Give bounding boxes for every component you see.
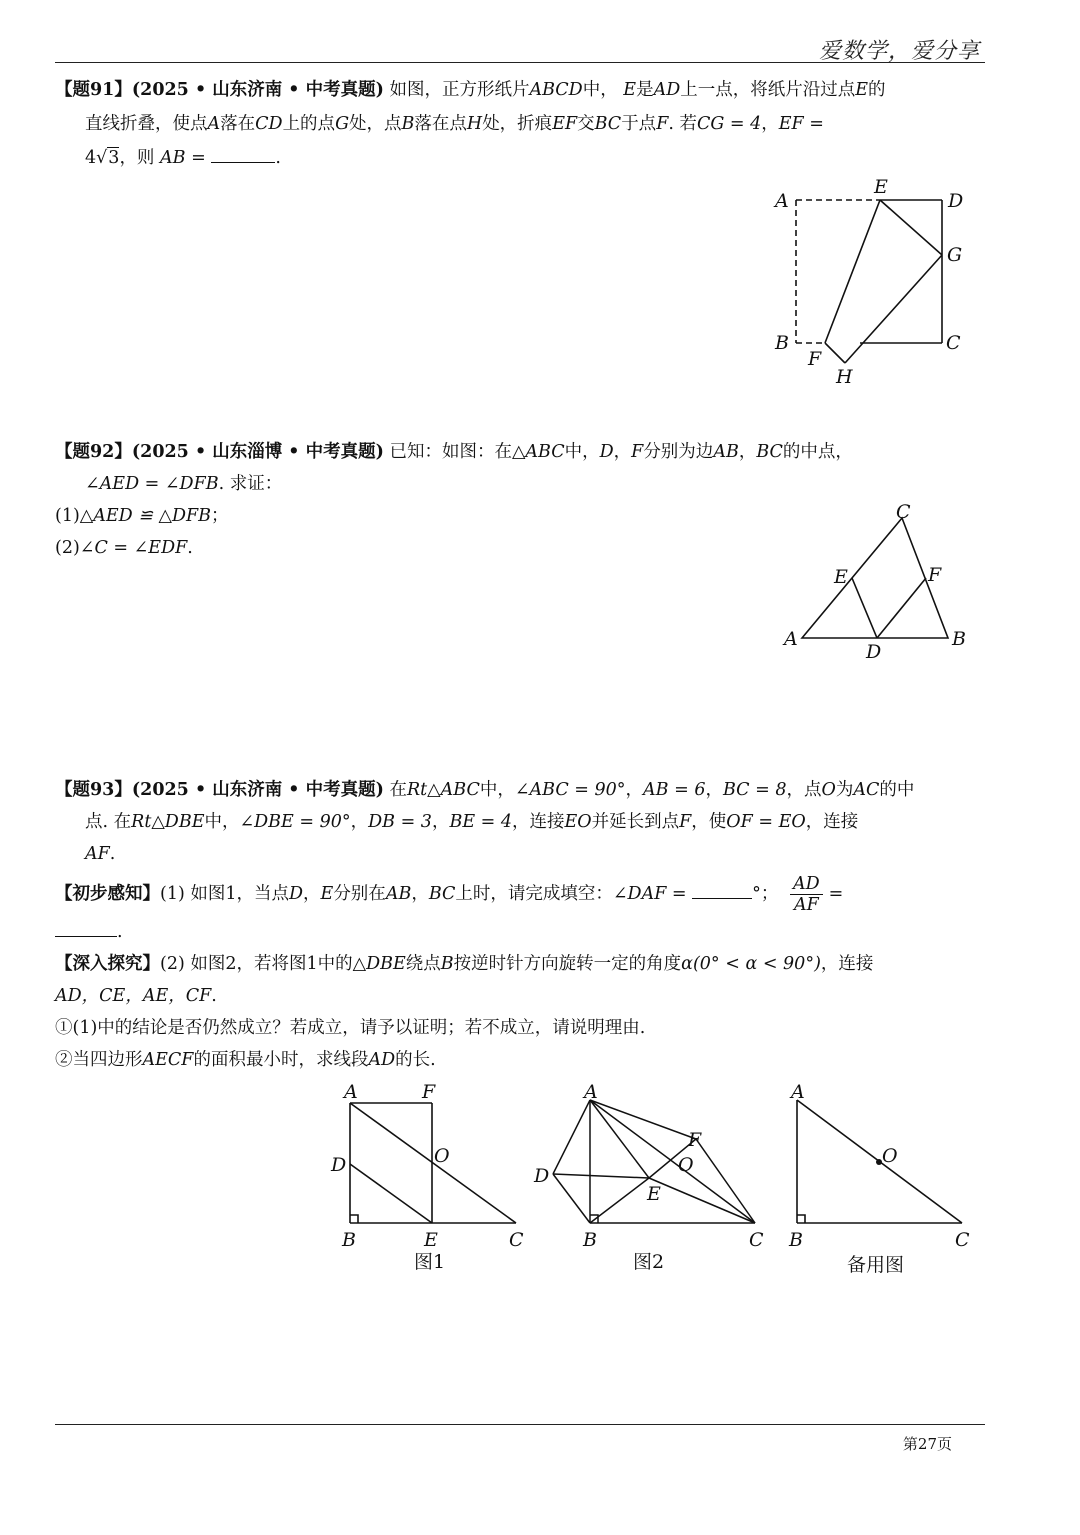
q93-text: .	[117, 922, 123, 942]
label-F: F	[688, 1129, 702, 1151]
segment-AE	[590, 1100, 649, 1178]
q93-text: .	[211, 986, 217, 1006]
label-C: C	[896, 501, 911, 523]
segment-AD	[553, 1100, 590, 1174]
q92-text: ；	[210, 506, 229, 526]
q92-text: 已知：如图：在	[389, 442, 512, 462]
q91-sqrt-arg: 3	[108, 148, 120, 168]
crease-EF	[825, 200, 880, 343]
q91-math: H	[466, 114, 483, 134]
ratio-fraction	[790, 874, 823, 915]
label-G: G	[947, 244, 963, 266]
angle-answer-blank[interactable]	[692, 878, 752, 899]
label-B: B	[789, 1229, 803, 1251]
q93-math: AF	[85, 844, 110, 864]
q93-math: AD，CE，AE，CF	[55, 986, 212, 1006]
q92-line-1	[55, 436, 853, 468]
q93-text: =	[828, 884, 844, 904]
q91-line-2	[85, 108, 824, 140]
q93-math: ∠DAF =	[612, 884, 687, 904]
triangle-ABC	[802, 518, 948, 638]
q92-text: . 求证：	[218, 474, 283, 494]
q91-label: 【题91】	[55, 80, 132, 100]
q93-text: 中，	[479, 780, 515, 800]
q91-text: 上一点，将纸片沿过点	[680, 80, 856, 100]
q91-math: G	[335, 114, 350, 134]
q93-math: BC = 8	[722, 780, 787, 800]
q91-text: . 若	[668, 114, 697, 134]
q91-line-1	[55, 74, 886, 106]
q93-figure-2	[530, 1078, 780, 1288]
q91-math: E	[855, 80, 869, 100]
q93-text: °；	[752, 884, 779, 904]
q91-math: CD	[255, 114, 283, 134]
q93-line-1	[55, 774, 914, 806]
q93-math: OF = EO	[726, 812, 806, 832]
q92-math: BC	[756, 442, 783, 462]
q93-line-2	[85, 806, 858, 838]
q93-figure-1	[328, 1078, 538, 1288]
q91-figure	[770, 175, 1010, 388]
figure-2-caption: 图2	[633, 1251, 665, 1273]
q92-math: F	[631, 442, 644, 462]
q93-p2-label: 【深入探究】	[55, 954, 160, 974]
page-number: 第27页	[902, 1435, 952, 1453]
q91-text: 落在点	[414, 114, 467, 134]
q91-text: 如图，正方形纸片	[389, 80, 530, 100]
q91-text: 交	[577, 114, 595, 134]
q93-math: AECF	[142, 1050, 194, 1070]
q93-text: ，连接	[512, 812, 565, 832]
q93-text: ，	[411, 884, 429, 904]
q93-text: ，	[350, 812, 369, 832]
q93-part-2	[55, 948, 873, 980]
q93-math: F	[679, 812, 692, 832]
q91-math: EF =	[778, 114, 824, 134]
q93-text: ，	[431, 812, 450, 832]
q93-part-1	[55, 874, 843, 915]
sqrt-symbol: √	[96, 148, 108, 168]
q93-backup-figure	[775, 1078, 975, 1293]
q93-text: ，	[303, 884, 321, 904]
q93-text: ，点	[786, 780, 822, 800]
q93-text: ，	[705, 780, 723, 800]
label-B: B	[775, 332, 789, 354]
label-D: D	[331, 1154, 347, 1176]
q91-line-3	[85, 142, 281, 174]
fraction-denominator: AF	[793, 895, 819, 915]
q93-sub-2	[55, 1044, 436, 1076]
q93-part-1-blank-line	[55, 916, 123, 948]
label-O: O	[434, 1145, 450, 1167]
q91-text: ，则	[119, 148, 155, 168]
q93-text: ②当四边形	[55, 1050, 143, 1070]
segment-AF	[590, 1100, 696, 1139]
q93-math: Rt△DBE	[131, 812, 205, 832]
label-F: F	[928, 564, 942, 586]
q92-label: 【题92】	[55, 442, 132, 462]
label-O: O	[678, 1154, 694, 1176]
q92-math: △AED ≌ △DFB	[79, 506, 211, 526]
label-E: E	[874, 176, 888, 198]
q91-text: 处，点	[349, 114, 402, 134]
right-angle-mark	[350, 1215, 358, 1223]
edge-GH	[845, 255, 942, 363]
q93-text: ，连接	[805, 812, 859, 832]
backup-figure-caption: 备用图	[847, 1254, 905, 1276]
q93-text: 为	[835, 780, 854, 800]
q92-text: (1)	[55, 506, 80, 526]
right-angle-mark	[797, 1215, 805, 1223]
q92-part-2	[55, 532, 193, 564]
q91-source: (2025 • 山东济南 • 中考真题)	[131, 80, 384, 100]
segment-DE	[350, 1164, 432, 1223]
q92-text: 分别为边	[643, 442, 714, 462]
q93-math: O	[821, 780, 836, 800]
fraction-numerator: AD	[790, 874, 823, 895]
q91-text: 的	[868, 80, 886, 100]
q93-text: 在	[389, 780, 407, 800]
q91-math: BC	[594, 114, 622, 134]
q91-math: E	[623, 80, 637, 100]
q93-text: 绕点	[405, 954, 441, 974]
q91-math: EF	[552, 114, 578, 134]
q91-math: CG = 4	[696, 114, 762, 134]
segment-AC	[350, 1103, 516, 1223]
q93-text: 的中	[879, 780, 915, 800]
q92-math: △ABC	[511, 442, 565, 462]
q93-p1-label: 【初步感知】	[55, 884, 160, 904]
q93-text: 点. 在	[85, 812, 132, 832]
q93-text: ，连接	[820, 954, 874, 974]
q92-math: ∠AED = ∠DFB	[85, 474, 219, 494]
label-E: E	[424, 1229, 438, 1251]
q93-text: 上时，请完成填空：	[455, 884, 613, 904]
q93-source: (2025 • 山东济南 • 中考真题)	[131, 780, 384, 800]
q91-answer-blank[interactable]	[211, 142, 275, 163]
q91-math: ABCD	[529, 80, 583, 100]
segment-BE	[590, 1178, 649, 1223]
segment-DF	[877, 578, 926, 638]
q91-math: B	[401, 114, 415, 134]
q91-math: A	[207, 114, 221, 134]
q92-math: D	[599, 442, 614, 462]
q93-math: AB	[385, 884, 412, 904]
q93-label: 【题93】	[55, 780, 132, 800]
label-E: E	[647, 1183, 661, 1205]
q93-math: ∠ABC = 90°	[514, 780, 626, 800]
q92-text: ，	[738, 442, 757, 462]
q92-source: (2025 • 山东淄博 • 中考真题)	[131, 442, 384, 462]
q93-text: 的面积最小时，求线段	[193, 1050, 369, 1070]
q93-math: α(0° < α < 90°)	[681, 954, 821, 974]
label-B: B	[583, 1229, 597, 1251]
q93-math: D	[289, 884, 304, 904]
figure-1-caption: 图1	[414, 1251, 446, 1273]
edge-EG	[880, 200, 942, 255]
q91-text: 处，折痕	[482, 114, 553, 134]
label-D: D	[866, 641, 882, 663]
q91-text: ，	[761, 114, 779, 134]
label-C: C	[946, 332, 961, 354]
q93-part-2-line-2	[55, 980, 217, 1012]
segment-DE	[553, 1174, 649, 1178]
q92-math: ∠C = ∠EDF	[79, 538, 188, 558]
label-D: D	[948, 190, 964, 212]
label-F: F	[808, 348, 822, 370]
label-F: F	[422, 1081, 436, 1103]
q93-line-3	[85, 838, 115, 870]
q91-text: 上的点	[282, 114, 336, 134]
segment-ED	[852, 578, 877, 638]
q93-math: ∠DBE = 90°	[239, 812, 351, 832]
q92-text: ，	[613, 442, 632, 462]
q93-math: E	[320, 884, 334, 904]
q92-line-2	[85, 468, 282, 500]
q91-text: 中，	[582, 80, 618, 100]
edge-FH	[825, 343, 845, 363]
q93-text: 中，	[204, 812, 240, 832]
header-motto: 爱数学，爱分享	[818, 39, 980, 64]
q93-sub-1: ①(1)中的结论是否仍然成立？若成立，请予以证明；若不成立，请说明理由.	[55, 1018, 646, 1038]
q91-text: 4	[85, 148, 97, 168]
q93-text: 分别在	[333, 884, 386, 904]
label-C: C	[955, 1229, 970, 1251]
label-B: B	[952, 628, 966, 650]
footer-rule	[55, 1424, 985, 1425]
q93-text: ，	[625, 780, 644, 800]
header-rule	[55, 62, 985, 63]
segment-DB	[553, 1174, 590, 1223]
q93-math: DB = 3	[368, 812, 432, 832]
q92-text: .	[187, 538, 193, 558]
q93-math: AB = 6	[643, 780, 706, 800]
label-C: C	[509, 1229, 524, 1251]
label-A: A	[784, 628, 798, 650]
q91-text: 落在	[220, 114, 256, 134]
q93-text: 按逆时针方向旋转一定的角度	[453, 954, 682, 974]
q93-text: ，使	[691, 812, 727, 832]
q91-text: 直线折叠，使点	[85, 114, 208, 134]
q93-math: EO	[564, 812, 592, 832]
label-A: A	[344, 1081, 358, 1103]
q93-math: △DBE	[352, 954, 406, 974]
label-A: A	[775, 190, 789, 212]
q92-text: 中，	[564, 442, 600, 462]
label-C: C	[749, 1229, 764, 1251]
q92-figure	[780, 498, 980, 668]
q93-math: BC	[428, 884, 456, 904]
q93-math: AC	[853, 780, 880, 800]
label-D: D	[534, 1165, 550, 1187]
q93-math: AD	[368, 1050, 396, 1070]
q91-text: .	[275, 148, 281, 168]
label-E: E	[834, 566, 848, 588]
label-B: B	[342, 1229, 356, 1251]
q93-math: BE = 4	[449, 812, 513, 832]
q91-text: 是	[636, 80, 654, 100]
q93-text: .	[109, 844, 116, 864]
q91-math: F	[656, 114, 669, 134]
label-O: O	[882, 1145, 898, 1167]
q93-math: Rt△ABC	[406, 780, 480, 800]
q92-part-1	[55, 500, 228, 532]
q93-text: (1) 如图1，当点	[160, 884, 289, 904]
label-A: A	[791, 1081, 805, 1103]
q93-text: (2) 如图2，若将图1中的	[160, 954, 353, 974]
q92-text: (2)	[55, 538, 80, 558]
q91-math: AB =	[160, 148, 206, 168]
q91-text: 于点	[621, 114, 657, 134]
q93-text: 并延长到点	[591, 812, 680, 832]
ratio-answer-blank[interactable]	[55, 916, 117, 937]
q92-math: AB	[713, 442, 739, 462]
label-H: H	[836, 366, 853, 388]
q92-text: 的中点，	[782, 442, 853, 462]
q93-math: B	[440, 954, 454, 974]
q93-text: 的长.	[395, 1050, 436, 1070]
label-A: A	[584, 1081, 598, 1103]
q91-math: AD	[653, 80, 681, 100]
